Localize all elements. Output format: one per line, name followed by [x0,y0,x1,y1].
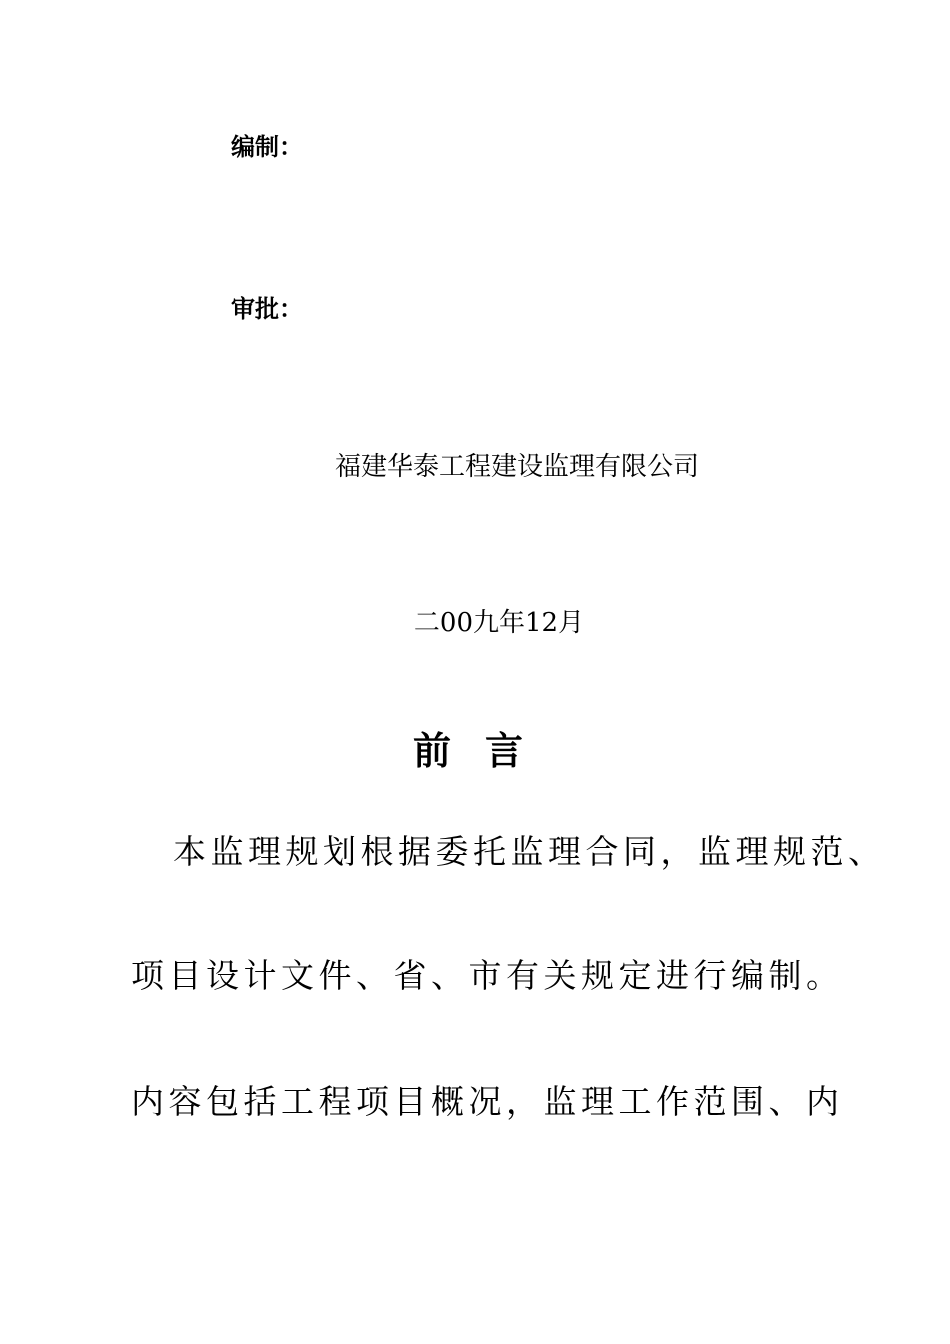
preface-text-line: 内容包括工程项目概况，监理工作范围、内 [131,1082,844,1121]
preface-text-line: 项目设计文件、省、市有关规定进行编制。 [131,956,844,995]
document-date: 二00九年12月 [413,608,585,638]
company-name: 福建华泰工程建设监理有限公司 [334,452,699,482]
compiled-by-label: 编制： [231,133,303,161]
preface-text-line: 本监理规划根据委托监理合同，监理规范、 [173,832,886,871]
preface-title: 前言 [412,729,557,773]
approved-by-label: 审批： [231,295,303,323]
